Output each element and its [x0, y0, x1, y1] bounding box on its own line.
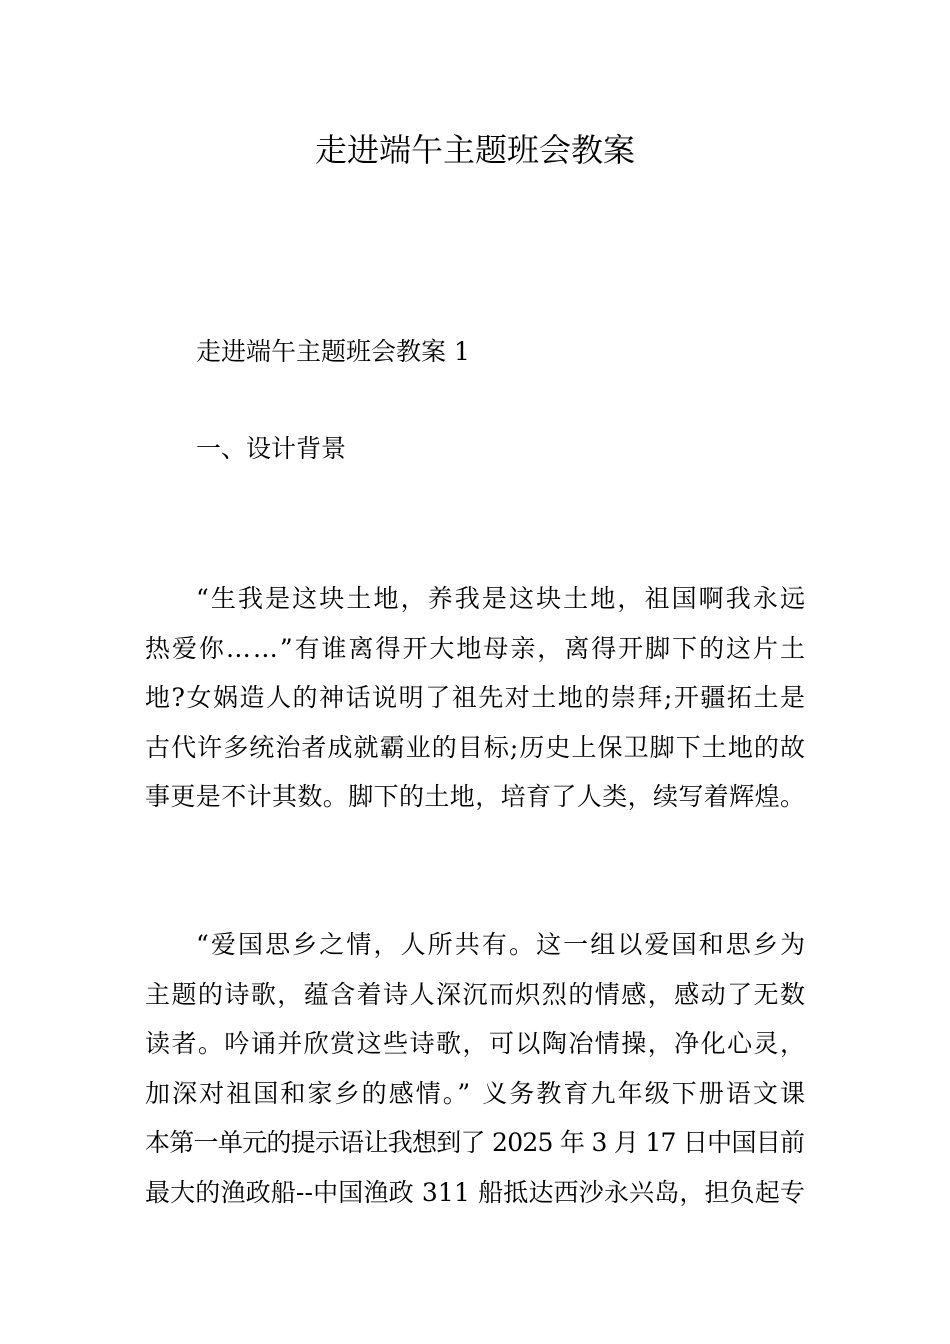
- paragraph-line: 地?女娲造人的神话说明了祖先对土地的崇拜;开疆拓土是: [145, 683, 807, 712]
- heading-design-background: 一、设计背景: [196, 434, 347, 463]
- paragraph-line: 事更是不计其数。脚下的土地，培育了人类，续写着辉煌。: [145, 782, 806, 811]
- paragraph-line: 加深对祖国和家乡的感情。” 义务教育九年级下册语文课: [145, 1079, 808, 1108]
- paragraph-line: 读者。吟诵并欣赏这些诗歌，可以陶冶情操，净化心灵，: [145, 1029, 807, 1058]
- paragraph-line: 主题的诗歌，蕴含着诗人深沉而炽烈的情感，感动了无数: [145, 980, 807, 1009]
- document-title: 走进端午主题班会教案: [314, 131, 635, 169]
- paragraph-line: “爱国思乡之情，人所共有。这一组以爱国和思乡为: [196, 930, 808, 959]
- paragraph-line: 古代许多统治者成就霸业的目标;历史上保卫脚下土地的故: [145, 733, 807, 762]
- paragraph-line: 最大的渔政船--中国渔政 311 船抵达西沙永兴岛，担负起专: [145, 1178, 806, 1207]
- section-title: 走进端午主题班会教案 1: [196, 337, 470, 366]
- paragraph-line: 本第一单元的提示语让我想到了 2025 年 3 月 17 日中国目前: [145, 1128, 805, 1157]
- paragraph-line: “生我是这块土地，养我是这块土地，祖国啊我永远: [196, 584, 808, 613]
- paragraph-line: 热爱你……”有谁离得开大地母亲，离得开脚下的这片土: [145, 634, 807, 663]
